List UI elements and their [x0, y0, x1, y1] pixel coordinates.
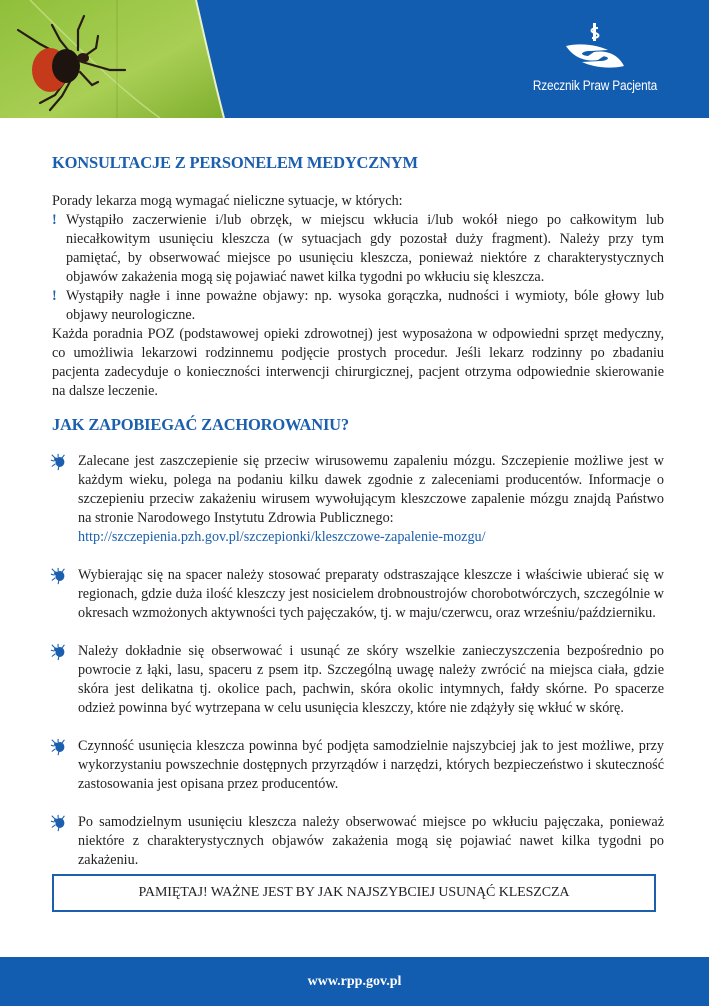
page-header	[0, 0, 709, 118]
prevention-item	[52, 737, 664, 794]
prevention-list	[52, 452, 664, 870]
tick-bullet-icon	[50, 567, 68, 585]
vaccination-link[interactable]: http://szczepienia.pzh.gov.pl/szczepionki/kleszczowe-zapalenie-mozgu/	[78, 529, 486, 545]
prevention-text: Czynność usunięcia kleszcza powinna być podjęta samodzielnie najszybciej jak to jest możliwe, przy wykorzystaniu powszechnie dostępnych przyrządów i narzędzi, których bezpieczeństwo i skuteczność zastosowania jest opisana przez producentów.	[78, 738, 664, 792]
warning-item	[52, 287, 664, 325]
prevention-item	[52, 642, 664, 718]
section-heading-consultations: KONSULTACJE Z PERSONELEM MEDYCZNYM	[52, 153, 418, 172]
section-heading-prevention: JAK ZAPOBIEGAĆ ZACHOROWANIU?	[52, 415, 349, 434]
website-link[interactable]: www.rpp.gov.pl	[307, 973, 402, 989]
tick-on-leaf-image	[0, 0, 230, 118]
warning-list	[52, 211, 664, 325]
tick-bullet-icon	[50, 453, 68, 471]
poz-paragraph: Każda poradnia POZ (podstawowej opieki zdrowotnej) jest wyposażona w odpowiedni sprzęt medyczny, co umożliwia lekarzowi rodzinnemu podjęcie prostych procedur. Jeśli lekarz rodzinny po zbadaniu pacjenta zadecyduje o konieczności interwencji chirurgicznej, pacjent otrzyma odpowiednie skierowanie na dalsze leczenie.	[52, 326, 664, 399]
warning-text: Wystąpiły nagłe i inne poważne objawy: np. wysoka gorączka, nudności i wymioty, bóle głowy lub objawy neurologiczne.	[66, 288, 664, 323]
prevention-item	[52, 452, 664, 547]
tick-bullet-icon	[50, 643, 68, 661]
prevention-text: Po samodzielnym usunięciu kleszcza należy obserwować miejsce po wkłuciu pajęczaka, ponieważ niektóre z charakterystycznych objawów zakażenia mogą się pojawiać nawet kilka tygodni po zakażeniu.	[78, 814, 664, 868]
logo-title: Rzecznik Praw Pacjenta	[532, 78, 658, 93]
prevention-text: Należy dokładnie się obserwować i usunąć ze skóry wszelkie zanieczyszczenia bezpośrednio po powrocie z łąki, lasu, spaceru z psem itp. Szczególną uwagę należy zwrócić na miejsca ciała, gdzie skóra jest delikatna tj. okolice pach, pachwin, skóra okolic intymnych, fałdy skórne. Po spacerze odzież powinna być wytrzepana w celu usunięcia kleszczy, które nie zdążyły się wkłuć w skórę.	[78, 643, 664, 716]
warning-text: Wystąpiło zaczerwienie i/lub obrzęk, w miejscu wkłucia i/lub wokół niego po całkowitym lub niecałkowitym usunięciu kleszcza (w sytuacjach gdy pozostał duży fragment). Należy przy tym pamiętać, by obserwować miejsce po usunięciu kleszcza, ponieważ niektóre z charakterystycznych objawów zakażenia mogą się pojawiać nawet kilka tygodni po wkłuciu się kleszcza.	[66, 212, 664, 285]
prevention-item	[52, 813, 664, 870]
tick-bullet-icon	[50, 738, 68, 756]
reminder-callout	[52, 874, 656, 912]
prevention-text: Wybierając się na spacer należy stosować preparaty odstraszające kleszcze i właściwie ubierać się w regionach, gdzie duża ilość kleszczy jest nosicielem drobnoustrojów chorobotwórczych, szczególnie w okresach wzmożonych aktywności tych pajęczaków, tj. w maju/czerwcu, oraz wrześniu/październiku.	[78, 567, 664, 621]
logo-emblem-icon	[560, 22, 630, 77]
exclamation-icon: !	[52, 212, 57, 228]
exclamation-icon: !	[52, 288, 57, 304]
prevention-text: Zalecane jest zaszczepienie się przeciw wirusowemu zapaleniu mózgu. Szczepienie możliwe jest w każdym wieku, polega na podaniu kilku dawek zgodnie z zaleceniami producentów. Informacje o szczepieniu przeciw zakażeniu wirusem wywołującym kleszczowe zapalenie mózgu znajdą Państwo na stronie Narodowego Instytutu Zdrowia Publicznego:	[78, 453, 664, 526]
reminder-text: PAMIĘTAJ! WAŻNE JEST BY JAK NAJSZYBCIEJ USUNĄĆ KLESZCZA	[138, 885, 570, 900]
tick-bullet-icon	[50, 814, 68, 832]
warning-item	[52, 211, 664, 287]
page-footer	[0, 957, 709, 1006]
rpp-logo	[520, 22, 670, 102]
consultations-intro: Porady lekarza mogą wymagać nieliczne sytuacje, w których:	[52, 193, 403, 209]
prevention-item	[52, 566, 664, 623]
